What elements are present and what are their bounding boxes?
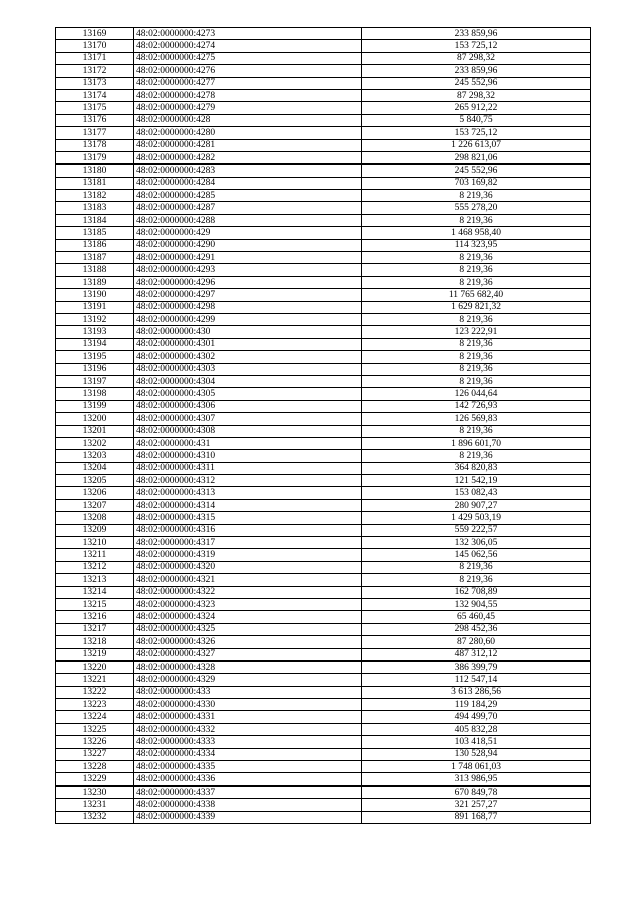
value-cell: 153 725,12 [362, 127, 591, 139]
value-cell: 494 499,70 [362, 711, 591, 723]
table-row [56, 450, 591, 462]
value-cell: 233 859,96 [362, 28, 591, 40]
row-number-cell: 13188 [56, 264, 134, 276]
row-number-cell: 13218 [56, 636, 134, 648]
value-cell: 1 748 061,03 [362, 761, 591, 773]
table-row [56, 202, 591, 214]
row-number-cell: 13193 [56, 326, 134, 338]
cadastral-number-cell: 48:02:0000000:4282 [134, 151, 362, 164]
row-number-cell: 13217 [56, 623, 134, 635]
value-cell: 130 528,94 [362, 748, 591, 760]
value-cell: 87 280,60 [362, 636, 591, 648]
table-row [56, 425, 591, 437]
value-cell: 145 062,56 [362, 549, 591, 561]
table-row [56, 661, 591, 674]
row-number-cell: 13215 [56, 598, 134, 610]
row-number-cell: 13190 [56, 289, 134, 301]
cadastral-number-cell: 48:02:0000000:4317 [134, 537, 362, 549]
value-cell: 8 219,36 [362, 574, 591, 586]
row-number-cell: 13170 [56, 40, 134, 52]
row-number-cell: 13227 [56, 748, 134, 760]
value-cell: 1 468 958,40 [362, 227, 591, 239]
cadastral-number-cell: 48:02:0000000:4287 [134, 202, 362, 214]
cadastral-number-cell: 48:02:0000000:4336 [134, 773, 362, 786]
row-number-cell: 13175 [56, 102, 134, 114]
value-cell: 65 460,45 [362, 611, 591, 623]
table-row [56, 326, 591, 338]
row-number-cell: 13185 [56, 227, 134, 239]
value-cell: 559 222,57 [362, 524, 591, 536]
row-number-cell: 13196 [56, 363, 134, 375]
value-cell: 405 832,28 [362, 723, 591, 735]
row-number-cell: 13187 [56, 252, 134, 264]
value-cell: 8 219,36 [362, 351, 591, 363]
cadastral-number-cell: 48:02:0000000:4315 [134, 512, 362, 524]
table-row [56, 773, 591, 786]
row-number-cell: 13202 [56, 437, 134, 449]
table-row [56, 623, 591, 635]
table-row [56, 102, 591, 114]
table-row [56, 338, 591, 350]
cadastral-number-cell: 48:02:0000000:4314 [134, 499, 362, 511]
cadastral-number-cell: 48:02:0000000:4284 [134, 177, 362, 189]
table-row [56, 537, 591, 549]
row-number-cell: 13209 [56, 524, 134, 536]
row-number-cell: 13172 [56, 65, 134, 77]
cadastral-number-cell: 48:02:0000000:4296 [134, 276, 362, 288]
row-number-cell: 13184 [56, 214, 134, 226]
row-number-cell: 13189 [56, 276, 134, 288]
row-number-cell: 13169 [56, 28, 134, 40]
cadastral-number-cell: 48:02:0000000:431 [134, 437, 362, 449]
cadastral-number-cell: 48:02:0000000:4308 [134, 425, 362, 437]
cadastral-number-cell: 48:02:0000000:4297 [134, 289, 362, 301]
cadastral-number-cell: 48:02:0000000:4322 [134, 586, 362, 598]
cadastral-number-cell: 48:02:0000000:4293 [134, 264, 362, 276]
table-row [56, 89, 591, 101]
cadastral-number-cell: 48:02:0000000:4283 [134, 164, 362, 177]
value-cell: 8 219,36 [362, 375, 591, 387]
table-row [56, 375, 591, 387]
cadastral-number-cell: 48:02:0000000:4277 [134, 77, 362, 89]
row-number-cell: 13220 [56, 661, 134, 674]
cadastral-number-cell: 48:02:0000000:4276 [134, 65, 362, 77]
row-number-cell: 13221 [56, 674, 134, 686]
cadastral-number-cell: 48:02:0000000:4273 [134, 28, 362, 40]
row-number-cell: 13178 [56, 139, 134, 151]
value-cell: 321 257,27 [362, 799, 591, 811]
row-number-cell: 13203 [56, 450, 134, 462]
row-number-cell: 13197 [56, 375, 134, 387]
cadastral-number-cell: 48:02:0000000:4320 [134, 561, 362, 573]
table-row [56, 611, 591, 623]
value-cell: 245 552,96 [362, 164, 591, 177]
table-row [56, 289, 591, 301]
cadastral-number-cell: 48:02:0000000:4285 [134, 190, 362, 202]
table-row [56, 686, 591, 698]
row-number-cell: 13208 [56, 512, 134, 524]
table-row [56, 139, 591, 151]
value-cell: 1 226 613,07 [362, 139, 591, 151]
cadastral-number-cell: 48:02:0000000:4326 [134, 636, 362, 648]
table-row [56, 736, 591, 748]
value-cell: 8 219,36 [362, 450, 591, 462]
value-cell: 1 896 601,70 [362, 437, 591, 449]
value-cell: 703 169,82 [362, 177, 591, 189]
cadastral-number-cell: 48:02:0000000:430 [134, 326, 362, 338]
value-cell: 8 219,36 [362, 214, 591, 226]
cadastral-number-cell: 48:02:0000000:4305 [134, 388, 362, 400]
value-cell: 1 629 821,32 [362, 301, 591, 313]
cadastral-number-cell: 48:02:0000000:4275 [134, 52, 362, 64]
cadastral-number-cell: 48:02:0000000:4323 [134, 598, 362, 610]
cadastral-number-cell: 48:02:0000000:4330 [134, 699, 362, 711]
row-number-cell: 13174 [56, 89, 134, 101]
row-number-cell: 13214 [56, 586, 134, 598]
value-cell: 8 219,36 [362, 313, 591, 325]
table-row [56, 561, 591, 573]
value-cell: 132 306,05 [362, 537, 591, 549]
row-number-cell: 13198 [56, 388, 134, 400]
value-cell: 114 323,95 [362, 239, 591, 251]
table-row [56, 413, 591, 425]
cadastral-number-cell: 48:02:0000000:4311 [134, 462, 362, 474]
cadastral-number-cell: 48:02:0000000:4329 [134, 674, 362, 686]
value-cell: 123 222,91 [362, 326, 591, 338]
value-cell: 298 821,06 [362, 151, 591, 164]
row-number-cell: 13205 [56, 475, 134, 487]
value-cell: 670 849,78 [362, 786, 591, 799]
table-row [56, 462, 591, 474]
cadastral-number-cell: 48:02:0000000:4338 [134, 799, 362, 811]
row-number-cell: 13201 [56, 425, 134, 437]
row-number-cell: 13194 [56, 338, 134, 350]
cadastral-number-cell: 48:02:0000000:4328 [134, 661, 362, 674]
value-cell: 11 765 682,40 [362, 289, 591, 301]
table-row [56, 388, 591, 400]
value-cell: 487 312,12 [362, 648, 591, 661]
row-number-cell: 13212 [56, 561, 134, 573]
row-number-cell: 13210 [56, 537, 134, 549]
table-row [56, 512, 591, 524]
value-cell: 265 912,22 [362, 102, 591, 114]
table-row [56, 761, 591, 773]
row-number-cell: 13213 [56, 574, 134, 586]
cadastral-number-cell: 48:02:0000000:4312 [134, 475, 362, 487]
value-cell: 8 219,36 [362, 561, 591, 573]
row-number-cell: 13183 [56, 202, 134, 214]
table-row [56, 77, 591, 89]
row-number-cell: 13180 [56, 164, 134, 177]
row-number-cell: 13230 [56, 786, 134, 799]
table-row [56, 636, 591, 648]
table-row [56, 799, 591, 811]
value-cell: 8 219,36 [362, 425, 591, 437]
cadastral-number-cell: 48:02:0000000:4325 [134, 623, 362, 635]
value-cell: 126 044,64 [362, 388, 591, 400]
value-cell: 8 219,36 [362, 190, 591, 202]
cadastral-number-cell: 48:02:0000000:429 [134, 227, 362, 239]
value-cell: 112 547,14 [362, 674, 591, 686]
row-number-cell: 13200 [56, 413, 134, 425]
cadastral-number-cell: 48:02:0000000:4310 [134, 450, 362, 462]
value-cell: 119 184,29 [362, 699, 591, 711]
row-number-cell: 13211 [56, 549, 134, 561]
cadastral-number-cell: 48:02:0000000:4337 [134, 786, 362, 799]
cadastral-value-table [55, 27, 591, 824]
cadastral-number-cell: 48:02:0000000:4333 [134, 736, 362, 748]
table-row [56, 363, 591, 375]
value-cell: 8 219,36 [362, 276, 591, 288]
table-row [56, 276, 591, 288]
row-number-cell: 13177 [56, 127, 134, 139]
table-row [56, 264, 591, 276]
table-row [56, 190, 591, 202]
cadastral-number-cell: 48:02:0000000:4299 [134, 313, 362, 325]
table-row [56, 699, 591, 711]
value-cell: 8 219,36 [362, 252, 591, 264]
table-row [56, 114, 591, 126]
table-row [56, 487, 591, 499]
table-row [56, 214, 591, 226]
table-row [56, 574, 591, 586]
row-number-cell: 13191 [56, 301, 134, 313]
cadastral-number-cell: 48:02:0000000:428 [134, 114, 362, 126]
value-cell: 233 859,96 [362, 65, 591, 77]
value-cell: 280 907,27 [362, 499, 591, 511]
row-number-cell: 13228 [56, 761, 134, 773]
row-number-cell: 13207 [56, 499, 134, 511]
row-number-cell: 13192 [56, 313, 134, 325]
value-cell: 245 552,96 [362, 77, 591, 89]
row-number-cell: 13199 [56, 400, 134, 412]
cadastral-number-cell: 48:02:0000000:4327 [134, 648, 362, 661]
table-row [56, 301, 591, 313]
cadastral-number-cell: 48:02:0000000:4302 [134, 351, 362, 363]
table-body [56, 28, 591, 824]
table-row [56, 400, 591, 412]
value-cell: 162 708,89 [362, 586, 591, 598]
cadastral-number-cell: 48:02:0000000:4313 [134, 487, 362, 499]
cadastral-number-cell: 48:02:0000000:4334 [134, 748, 362, 760]
value-cell: 87 298,32 [362, 89, 591, 101]
value-cell: 142 726,93 [362, 400, 591, 412]
row-number-cell: 13176 [56, 114, 134, 126]
cadastral-number-cell: 48:02:0000000:4291 [134, 252, 362, 264]
row-number-cell: 13225 [56, 723, 134, 735]
value-cell: 555 278,20 [362, 202, 591, 214]
table-row [56, 437, 591, 449]
value-cell: 298 452,36 [362, 623, 591, 635]
table-row [56, 786, 591, 799]
value-cell: 891 168,77 [362, 811, 591, 823]
table-row [56, 177, 591, 189]
table-row [56, 239, 591, 251]
row-number-cell: 13226 [56, 736, 134, 748]
table-row [56, 648, 591, 661]
value-cell: 8 219,36 [362, 338, 591, 350]
cadastral-number-cell: 48:02:0000000:4331 [134, 711, 362, 723]
cadastral-number-cell: 48:02:0000000:4324 [134, 611, 362, 623]
cadastral-number-cell: 48:02:0000000:4278 [134, 89, 362, 101]
cadastral-number-cell: 48:02:0000000:4316 [134, 524, 362, 536]
cadastral-number-cell: 48:02:0000000:4281 [134, 139, 362, 151]
value-cell: 8 219,36 [362, 363, 591, 375]
table-row [56, 748, 591, 760]
cadastral-number-cell: 48:02:0000000:4303 [134, 363, 362, 375]
cadastral-number-cell: 48:02:0000000:4274 [134, 40, 362, 52]
table-row [56, 164, 591, 177]
table-row [56, 28, 591, 40]
table-row [56, 711, 591, 723]
cadastral-number-cell: 48:02:0000000:4290 [134, 239, 362, 251]
table-row [56, 252, 591, 264]
cadastral-number-cell: 48:02:0000000:4332 [134, 723, 362, 735]
row-number-cell: 13229 [56, 773, 134, 786]
cadastral-number-cell: 48:02:0000000:4339 [134, 811, 362, 823]
value-cell: 3 613 286,56 [362, 686, 591, 698]
value-cell: 87 298,32 [362, 52, 591, 64]
table-row [56, 313, 591, 325]
row-number-cell: 13224 [56, 711, 134, 723]
value-cell: 313 986,95 [362, 773, 591, 786]
cadastral-number-cell: 48:02:0000000:4335 [134, 761, 362, 773]
table-row [56, 811, 591, 823]
table-row [56, 586, 591, 598]
table-row [56, 499, 591, 511]
value-cell: 386 399,79 [362, 661, 591, 674]
value-cell: 126 569,83 [362, 413, 591, 425]
row-number-cell: 13231 [56, 799, 134, 811]
table-row [56, 151, 591, 164]
table-row [56, 40, 591, 52]
table-row [56, 351, 591, 363]
cadastral-number-cell: 48:02:0000000:433 [134, 686, 362, 698]
row-number-cell: 13206 [56, 487, 134, 499]
row-number-cell: 13181 [56, 177, 134, 189]
cadastral-number-cell: 48:02:0000000:4279 [134, 102, 362, 114]
table-row [56, 674, 591, 686]
table-row [56, 227, 591, 239]
row-number-cell: 13223 [56, 699, 134, 711]
table-row [56, 723, 591, 735]
cadastral-number-cell: 48:02:0000000:4288 [134, 214, 362, 226]
row-number-cell: 13216 [56, 611, 134, 623]
cadastral-number-cell: 48:02:0000000:4307 [134, 413, 362, 425]
row-number-cell: 13186 [56, 239, 134, 251]
value-cell: 153 725,12 [362, 40, 591, 52]
value-cell: 8 219,36 [362, 264, 591, 276]
value-cell: 153 082,43 [362, 487, 591, 499]
row-number-cell: 13204 [56, 462, 134, 474]
row-number-cell: 13182 [56, 190, 134, 202]
row-number-cell: 13219 [56, 648, 134, 661]
cadastral-number-cell: 48:02:0000000:4306 [134, 400, 362, 412]
cadastral-number-cell: 48:02:0000000:4304 [134, 375, 362, 387]
table-row [56, 598, 591, 610]
value-cell: 364 820,83 [362, 462, 591, 474]
row-number-cell: 13222 [56, 686, 134, 698]
value-cell: 5 840,75 [362, 114, 591, 126]
row-number-cell: 13179 [56, 151, 134, 164]
table-row [56, 524, 591, 536]
table-row [56, 52, 591, 64]
value-cell: 1 429 503,19 [362, 512, 591, 524]
cadastral-number-cell: 48:02:0000000:4319 [134, 549, 362, 561]
value-cell: 103 418,51 [362, 736, 591, 748]
table-row [56, 475, 591, 487]
value-cell: 121 542,19 [362, 475, 591, 487]
table-row [56, 65, 591, 77]
row-number-cell: 13232 [56, 811, 134, 823]
row-number-cell: 13173 [56, 77, 134, 89]
cadastral-number-cell: 48:02:0000000:4301 [134, 338, 362, 350]
value-cell: 132 904,55 [362, 598, 591, 610]
cadastral-number-cell: 48:02:0000000:4280 [134, 127, 362, 139]
cadastral-number-cell: 48:02:0000000:4298 [134, 301, 362, 313]
cadastral-number-cell: 48:02:0000000:4321 [134, 574, 362, 586]
table-row [56, 549, 591, 561]
row-number-cell: 13195 [56, 351, 134, 363]
table-row [56, 127, 591, 139]
row-number-cell: 13171 [56, 52, 134, 64]
